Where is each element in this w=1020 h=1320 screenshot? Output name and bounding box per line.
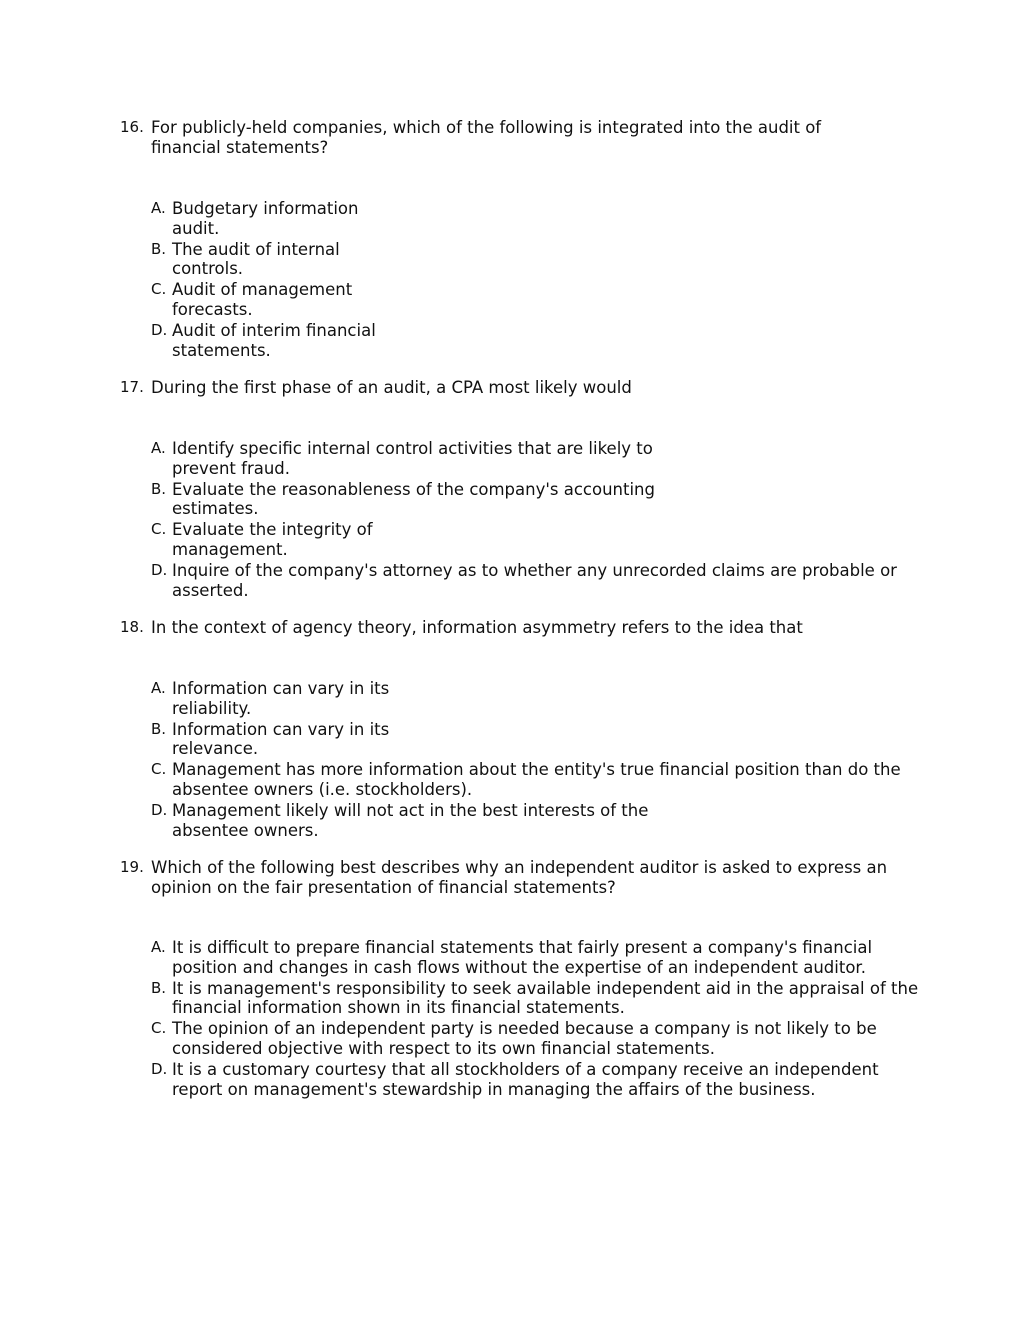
question-text: Which of the following best describes why an independent auditor is asked to express an opinion on the fair presentation of financial statements? bbox=[151, 858, 888, 897]
option-text: Management likely will not act in the best interests of the absentee owners. bbox=[172, 801, 649, 840]
option-letter: A. bbox=[151, 199, 166, 217]
option-text: Information can vary in its reliability. bbox=[172, 679, 390, 718]
question-text: For publicly-held companies, which of the following is integrated into the audit of financial statements? bbox=[151, 118, 822, 157]
option-b bbox=[151, 480, 677, 519]
question-number: 17. bbox=[120, 378, 144, 396]
option-c bbox=[151, 1019, 920, 1058]
options-16 bbox=[151, 199, 392, 362]
option-text: The audit of internal controls. bbox=[172, 239, 340, 279]
options-18 bbox=[151, 679, 907, 842]
option-b bbox=[151, 240, 367, 279]
option-text: Evaluate the integrity of management. bbox=[172, 520, 373, 559]
option-text: Inquire of the company's attorney as to whether any unrecorded claims are probable or asserted. bbox=[172, 561, 897, 600]
question-16 bbox=[120, 118, 900, 157]
option-letter: B. bbox=[151, 719, 167, 738]
option-text: Audit of interim financial statements. bbox=[172, 321, 376, 360]
options-19 bbox=[151, 938, 920, 1101]
option-a bbox=[151, 439, 672, 478]
option-letter: B. bbox=[151, 978, 167, 997]
question-number: 18. bbox=[120, 618, 144, 636]
option-letter: A. bbox=[151, 679, 166, 697]
option-letter: B. bbox=[151, 479, 167, 498]
option-text: It is difficult to prepare financial statements that fairly present a company's financial position and changes in cash flows without the expertise of an independent auditor. bbox=[172, 938, 873, 977]
option-a bbox=[151, 199, 367, 238]
option-letter: C. bbox=[151, 280, 167, 299]
option-a bbox=[151, 938, 920, 977]
option-text: Audit of management forecasts. bbox=[172, 280, 353, 319]
option-d bbox=[151, 561, 912, 600]
option-d bbox=[151, 801, 667, 840]
question-number: 16. bbox=[120, 118, 144, 136]
option-c bbox=[151, 280, 367, 319]
option-text: It is management's responsibility to seek available independent aid in the appraisal of the financial information shown in its financial statements. bbox=[172, 978, 919, 1018]
option-letter: C. bbox=[151, 520, 167, 539]
option-letter: D. bbox=[151, 1060, 168, 1079]
option-letter: D. bbox=[151, 801, 168, 820]
question-18 bbox=[120, 618, 900, 638]
options-17 bbox=[151, 439, 912, 602]
option-text: Evaluate the reasonableness of the company's accounting estimates. bbox=[172, 479, 655, 519]
option-c bbox=[151, 520, 397, 559]
option-letter: D. bbox=[151, 321, 168, 340]
option-c bbox=[151, 760, 907, 799]
option-letter: A. bbox=[151, 439, 166, 457]
option-letter: C. bbox=[151, 1019, 167, 1038]
option-d bbox=[151, 321, 392, 360]
question-text: In the context of agency theory, information asymmetry refers to the idea that bbox=[151, 618, 803, 637]
question-17 bbox=[120, 378, 900, 398]
option-letter: C. bbox=[151, 760, 167, 779]
option-letter: D. bbox=[151, 561, 168, 580]
option-text: Budgetary information audit. bbox=[172, 199, 359, 238]
option-text: Information can vary in its relevance. bbox=[172, 719, 390, 759]
option-text: Identify specific internal control activities that are likely to prevent fraud. bbox=[172, 439, 653, 478]
option-b bbox=[151, 720, 402, 759]
question-text: During the first phase of an audit, a CPA most likely would bbox=[151, 378, 632, 397]
option-letter: A. bbox=[151, 938, 166, 956]
question-19 bbox=[120, 858, 900, 897]
option-letter: B. bbox=[151, 239, 167, 258]
option-text: It is a customary courtesy that all stockholders of a company receive an independent report on management's stewardship in managing the affairs of the business. bbox=[172, 1060, 879, 1099]
option-d bbox=[151, 1060, 920, 1099]
option-text: The opinion of an independent party is needed because a company is not likely to be considered objective with respect to its own financial statements. bbox=[172, 1019, 877, 1058]
question-number: 19. bbox=[120, 858, 144, 876]
option-text: Management has more information about the entity's true financial position than do the absentee owners (i.e. stockholders). bbox=[172, 760, 901, 799]
option-a bbox=[151, 679, 402, 718]
option-b bbox=[151, 979, 920, 1018]
